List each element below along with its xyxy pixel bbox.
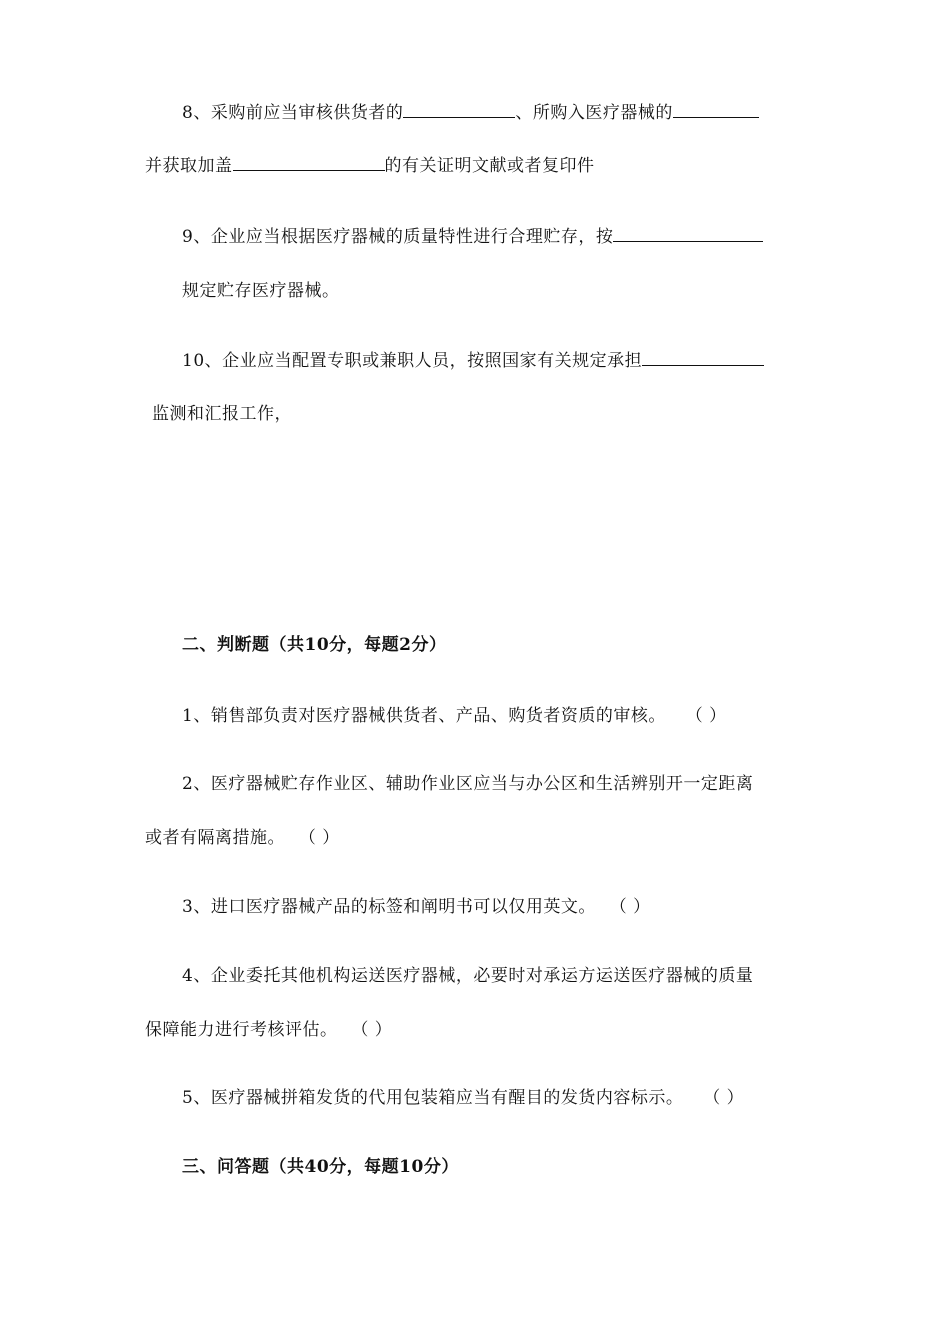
judge-item-5-text: 5、医疗器械拼箱发货的代用包装箱应当有醒目的发货内容标示。 [182, 1088, 684, 1108]
judge-item-4-line2 [145, 1018, 392, 1042]
judge-item-3 [182, 895, 651, 919]
q8-blank-3 [233, 153, 385, 171]
judge-item-5 [182, 1086, 744, 1110]
q9-line1 [182, 224, 763, 249]
judge-item-3-mark: （ ） [609, 897, 651, 917]
q8-line2 [145, 153, 595, 178]
q8-text-2: 、所购入医疗器械的 [515, 103, 673, 123]
q9-line2 [182, 279, 340, 303]
q10-text-2: 监测和汇报工作， [152, 404, 292, 424]
judge-item-2-mark: （ ） [298, 828, 340, 848]
q8-blank-1 [403, 100, 515, 118]
judge-item-4-text: 保障能力进行考核评估。 [145, 1020, 338, 1040]
q9-text-1: 9、企业应当根据医疗器械的质量特性进行合理贮存，按 [182, 227, 614, 247]
q8-text-3: 并获取加盖 [145, 156, 233, 176]
q8-text-4: 的有关证明文献或者复印件 [384, 156, 595, 176]
section2-title: 二、判断题（共10分，每题2分） [182, 635, 447, 655]
q9-blank-1 [613, 224, 763, 242]
judge-item-2-line2 [145, 826, 340, 850]
judge-item-4-line1: 4、企业委托其他机构运送医疗器械，必要时对承运方运送医疗器械的质量 [182, 966, 754, 986]
judge-item-2-text: 或者有隔离措施。 [145, 828, 285, 848]
judge-item-1 [182, 704, 727, 728]
q8-blank-2 [673, 100, 759, 118]
judge-item-2-line1: 2、医疗器械贮存作业区、辅助作业区应当与办公区和生活辨别开一定距离 [182, 774, 754, 794]
q8-text-1: 8、采购前应当审核供货者的 [182, 103, 404, 123]
judge-item-3-text: 3、进口医疗器械产品的标签和阐明书可以仅用英文。 [182, 897, 596, 917]
q8-line1 [182, 100, 759, 125]
q10-text-1: 10、企业应当配置专职或兼职人员，按照国家有关规定承担 [182, 351, 643, 371]
judge-item-1-text: 1、销售部负责对医疗器械供货者、产品、购货者资质的审核。 [182, 706, 666, 726]
q10-line1 [182, 348, 764, 373]
q9-text-2: 规定贮存医疗器械。 [182, 281, 340, 301]
judge-item-5-mark: （ ） [703, 1088, 745, 1108]
q10-blank-1 [642, 348, 764, 366]
section3-title: 三、问答题（共40分，每题10分） [182, 1157, 459, 1177]
q10-line2 [152, 402, 292, 426]
judge-item-4-mark: （ ） [351, 1020, 393, 1040]
judge-item-1-mark: （ ） [685, 706, 727, 726]
